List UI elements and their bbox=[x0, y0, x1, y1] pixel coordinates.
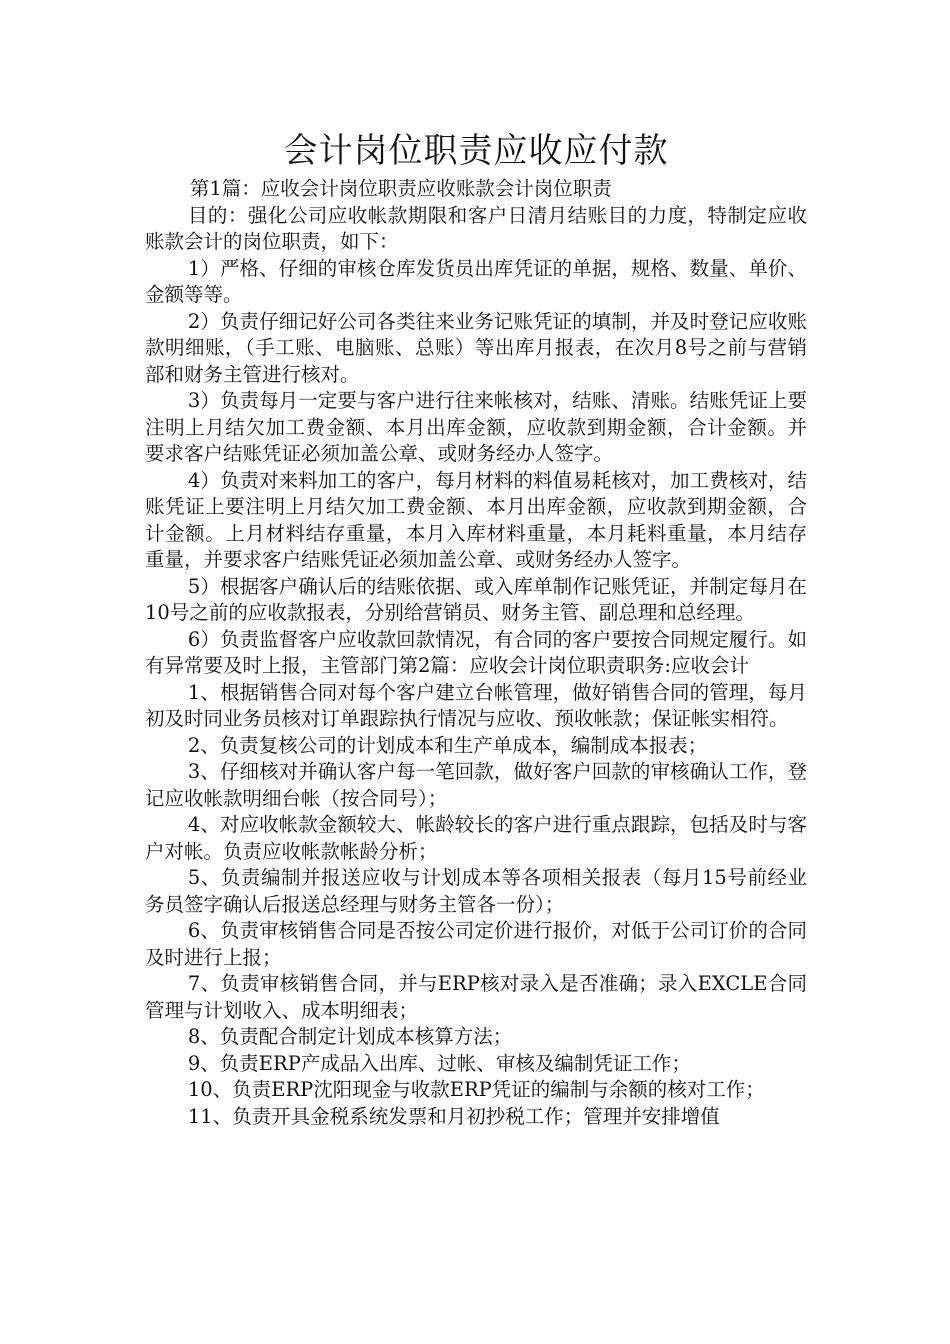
paragraph-duty-4: 4、对应收帐款金额较大、帐龄较长的客户进行重点跟踪，包括及时与客户对帐。负责应收帐款帐龄分析； bbox=[145, 813, 807, 863]
paragraph-duty-10: 10、负责ERP沈阳现金与收款ERP凭证的编制与余额的核对工作； bbox=[187, 1078, 765, 1101]
paragraph-duty-7: 7、负责审核销售合同，并与ERP核对录入是否准确；录入EXCLE合同管理与计划收入、成本明细表； bbox=[145, 972, 807, 1022]
paragraph-item-2: 2）负责仔细记好公司各类往来业务记账凭证的填制，并及时登记应收账款明细账，（手工账、电脑账、总账）等出库月报表，在次月8号之前与营销部和财务主管进行核对。 bbox=[145, 309, 807, 386]
paragraph-item-4: 4）负责对来料加工的客户，每月材料的料值易耗核对，加工费核对，结账凭证上要注明上月结欠加工费金额、本月出库金额，应收款到期金额，合计金额。上月材料结存重量，本月入库材料重量，本月耗料重量，本月结存重量，并要求客户结账凭证必须加盖公章、或财务经办人签字。 bbox=[145, 468, 807, 571]
document-page bbox=[145, 128, 807, 1130]
paragraph-duty-9: 9、负责ERP产成品入出库、过帐、审核及编制凭证工作； bbox=[187, 1051, 691, 1075]
paragraph-purpose: 目的：强化公司应收帐款期限和客户日清月结账目的力度，特制定应收账款会计的岗位职责，如下： bbox=[145, 203, 807, 253]
paragraph-item-6: 6）负责监督客户应收款回款情况，有合同的客户要按合同规定履行。如有异常要及时上报，主管部门第2篇：应收会计岗位职责职务:应收会计 bbox=[145, 627, 807, 677]
paragraph-duty-5: 5、负责编制并报送应收与计划成本等各项相关报表（每月15号前经业务员签字确认后报送总经理与财务主管各一份）； bbox=[145, 866, 807, 916]
paragraph-item-1: 1）严格、仔细的审核仓库发货员出库凭证的单据，规格、数量、单价、金额等等。 bbox=[145, 256, 807, 306]
paragraph-duty-6: 6、负责审核销售合同是否按公司定价进行报价，对低于公司订价的合同及时进行上报； bbox=[145, 919, 807, 969]
document-title: 会计岗位职责应收应付款 bbox=[283, 131, 669, 171]
paragraph-item-5: 5）根据客户确认后的结账依据、或入库单制作记账凭证，并制定每月在10号之前的应收款报表，分别给营销员、财务主管、副总理和总经理。 bbox=[145, 574, 807, 624]
paragraph-item-3: 3）负责每月一定要与客户进行往来帐核对，结账、清账。结账凭证上要注明上月结欠加工费金额、本月出库金额，应收款到期金额，合计金额。并要求客户结账凭证必须加盖公章、或财务经办人签字。 bbox=[145, 389, 807, 465]
paragraph-duty-8: 8、负责配合制定计划成本核算方法； bbox=[187, 1025, 513, 1048]
section-heading-1: 第1篇：应收会计岗位职责应收账款会计岗位职责 bbox=[189, 177, 612, 200]
paragraph-duty-3: 3、仔细核对并确认客户每一笔回款，做好客户回款的审核确认工作，登记应收帐款明细台帐（按合同号）； bbox=[145, 760, 807, 810]
paragraph-duty-2: 2、负责复核公司的计划成本和生产单成本，编制成本报表； bbox=[187, 733, 708, 757]
paragraph-duty-11: 11、负责开具金税系统发票和月初抄税工作；管理并安排增值 bbox=[187, 1104, 720, 1128]
paragraph-duty-1: 1、根据销售合同对每个客户建立台帐管理，做好销售合同的管理，每月初及时同业务员核对订单跟踪执行情况与应收、预收帐款；保证帐实相符。 bbox=[145, 680, 807, 730]
